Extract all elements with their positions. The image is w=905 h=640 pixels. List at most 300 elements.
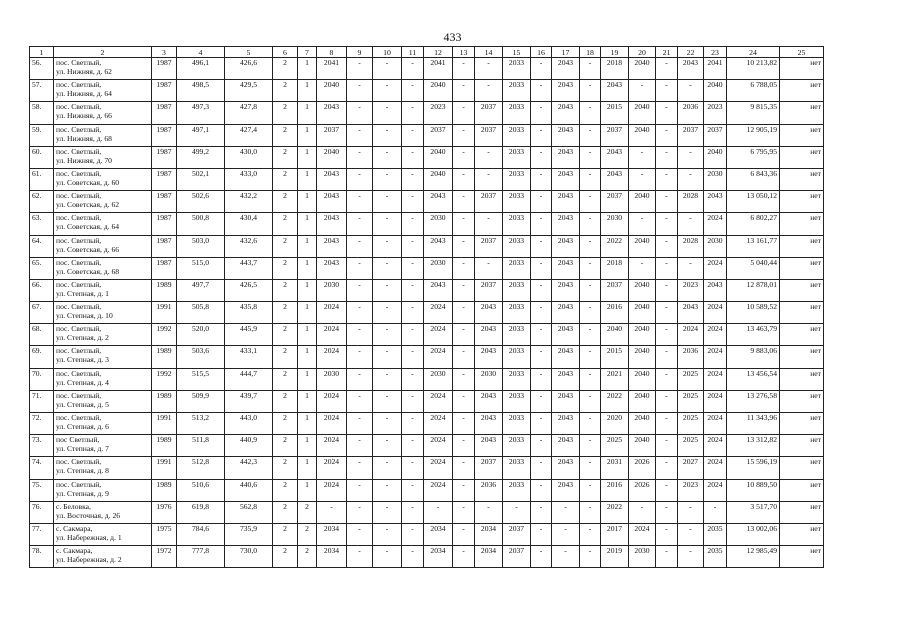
table-cell: 499,2 — [177, 146, 225, 168]
housing-data-table — [29, 46, 824, 568]
column-header-4: 4 — [177, 47, 225, 58]
table-cell: 2040 — [629, 435, 656, 457]
table-cell: 1989 — [152, 435, 177, 457]
table-cell: 2043 — [552, 413, 580, 435]
table-cell: - — [580, 390, 601, 412]
table-cell: 445,9 — [225, 324, 273, 346]
table-cell: 730,0 — [225, 546, 273, 568]
table-cell: 6 802,27 — [727, 213, 780, 235]
table-cell: - — [453, 102, 475, 124]
column-header-15: 15 — [503, 47, 531, 58]
table-cell: - — [347, 80, 373, 102]
table-cell: - — [453, 213, 475, 235]
table-cell: нет — [780, 501, 824, 523]
table-cell: - — [402, 279, 424, 301]
table-cell: 1987 — [152, 168, 177, 190]
address-settlement: с. Беловка, — [56, 501, 91, 511]
table-cell: 2033 — [503, 102, 531, 124]
table-cell: - — [453, 346, 475, 368]
row-number-cell: 73. — [30, 435, 54, 457]
table-cell: 2024 — [704, 213, 727, 235]
table-cell: 2043 — [552, 80, 580, 102]
table-cell: - — [402, 501, 424, 523]
table-cell: 429,5 — [225, 80, 273, 102]
table-cell: 1987 — [152, 213, 177, 235]
table-cell: 427,8 — [225, 102, 273, 124]
row-number-cell: 66. — [30, 279, 54, 301]
table-cell: 1 — [298, 257, 317, 279]
table-cell: - — [552, 501, 580, 523]
table-row — [30, 213, 824, 235]
table-cell: - — [402, 479, 424, 501]
table-cell: - — [531, 523, 552, 545]
table-cell: - — [704, 501, 727, 523]
table-cell: 2034 — [475, 523, 503, 545]
table-cell: - — [453, 523, 475, 545]
table-cell: 10 889,50 — [727, 479, 780, 501]
table-cell: 2043 — [678, 58, 704, 80]
table-cell: - — [373, 501, 402, 523]
table-cell: 2030 — [317, 279, 347, 301]
table-cell: 2 — [273, 168, 298, 190]
table-cell: нет — [780, 124, 824, 146]
table-row — [30, 546, 824, 568]
table-cell: - — [453, 146, 475, 168]
address-street: ул. Степная, д. 2 — [56, 333, 109, 343]
table-cell: - — [656, 457, 678, 479]
table-cell: - — [453, 58, 475, 80]
table-cell: - — [678, 168, 704, 190]
page-number: 433 — [443, 30, 462, 44]
table-cell: 619,8 — [177, 501, 225, 523]
table-cell: 2024 — [704, 302, 727, 324]
address-cell — [54, 501, 152, 523]
table-cell: 2040 — [317, 80, 347, 102]
table-cell: - — [402, 257, 424, 279]
table-cell: 2036 — [475, 479, 503, 501]
table-cell: 2033 — [503, 168, 531, 190]
row-number-cell: 74. — [30, 457, 54, 479]
table-cell: 2037 — [424, 124, 453, 146]
table-cell: 2022 — [601, 501, 629, 523]
table-cell: - — [347, 324, 373, 346]
table-cell: 2033 — [503, 479, 531, 501]
address-street: ул. Нижняя, д. 64 — [56, 89, 112, 99]
address-settlement: пос. Светлый, — [56, 368, 102, 378]
address-cell — [54, 390, 152, 412]
table-cell: - — [531, 413, 552, 435]
table-cell: 2043 — [424, 191, 453, 213]
table-cell: 2025 — [678, 368, 704, 390]
table-cell: - — [347, 213, 373, 235]
table-row — [30, 257, 824, 279]
row-number-cell: 71. — [30, 390, 54, 412]
address-street: ул. Набережная, д. 1 — [56, 532, 122, 542]
table-cell: - — [347, 390, 373, 412]
table-cell: - — [580, 80, 601, 102]
table-cell: - — [402, 213, 424, 235]
table-cell: 2017 — [601, 523, 629, 545]
table-cell: 2041 — [424, 58, 453, 80]
table-cell: - — [580, 346, 601, 368]
table-cell: - — [475, 58, 503, 80]
table-cell: 1992 — [152, 368, 177, 390]
address-settlement: пос. Светлый, — [56, 302, 102, 312]
address-cell — [54, 346, 152, 368]
table-cell: - — [531, 368, 552, 390]
row-number-cell: 60. — [30, 146, 54, 168]
table-cell: 1989 — [152, 346, 177, 368]
table-cell: - — [656, 191, 678, 213]
table-cell: - — [475, 146, 503, 168]
table-cell: 1 — [298, 413, 317, 435]
table-row — [30, 368, 824, 390]
table-cell: 2033 — [503, 302, 531, 324]
address-cell — [54, 191, 152, 213]
table-cell: 2 — [273, 501, 298, 523]
table-cell: 13 456,54 — [727, 368, 780, 390]
table-cell: - — [656, 390, 678, 412]
table-cell: 2024 — [629, 523, 656, 545]
table-cell: - — [580, 102, 601, 124]
table-cell: нет — [780, 146, 824, 168]
table-cell: - — [629, 501, 656, 523]
table-row — [30, 501, 824, 523]
table-cell: - — [531, 302, 552, 324]
column-header-6: 6 — [273, 47, 298, 58]
table-cell: 2034 — [317, 546, 347, 568]
table-cell: - — [373, 257, 402, 279]
table-cell: 1 — [298, 346, 317, 368]
address-street: ул. Советская, д. 66 — [56, 244, 120, 254]
table-cell: - — [580, 235, 601, 257]
table-cell: 2033 — [503, 257, 531, 279]
table-cell: 2037 — [601, 191, 629, 213]
address-street: ул. Нижняя, д. 68 — [56, 133, 112, 143]
table-cell: - — [347, 546, 373, 568]
table-cell: - — [552, 523, 580, 545]
address-cell — [54, 80, 152, 102]
table-cell: 427,4 — [225, 124, 273, 146]
table-cell: 2024 — [704, 257, 727, 279]
table-cell: - — [347, 235, 373, 257]
table-cell: - — [475, 213, 503, 235]
table-cell: 2024 — [317, 479, 347, 501]
table-cell: - — [629, 146, 656, 168]
table-cell: - — [580, 124, 601, 146]
table-cell: 2043 — [552, 390, 580, 412]
table-cell: - — [531, 168, 552, 190]
table-cell: - — [531, 346, 552, 368]
address-cell — [54, 102, 152, 124]
table-cell: - — [402, 168, 424, 190]
table-cell: 1989 — [152, 279, 177, 301]
table-cell: 2034 — [475, 546, 503, 568]
address-cell — [54, 58, 152, 80]
table-cell: - — [580, 302, 601, 324]
table-cell: 2024 — [317, 324, 347, 346]
address-settlement: пос. Светлый, — [56, 80, 102, 90]
table-cell: 2024 — [424, 413, 453, 435]
table-cell: 2043 — [317, 257, 347, 279]
table-cell: 2034 — [424, 546, 453, 568]
table-cell: - — [531, 80, 552, 102]
table-cell: - — [453, 390, 475, 412]
table-cell: 1987 — [152, 102, 177, 124]
table-cell: 432,6 — [225, 235, 273, 257]
table-cell: 2033 — [503, 213, 531, 235]
table-row — [30, 80, 824, 102]
table-cell: 2 — [273, 413, 298, 435]
table-cell: - — [347, 146, 373, 168]
table-cell: 512,8 — [177, 457, 225, 479]
column-header-5: 5 — [225, 47, 273, 58]
table-row — [30, 457, 824, 479]
address-cell — [54, 523, 152, 545]
table-cell: - — [453, 279, 475, 301]
table-cell: - — [453, 168, 475, 190]
table-cell: - — [402, 368, 424, 390]
table-cell: 2037 — [704, 124, 727, 146]
table-cell: 2 — [298, 546, 317, 568]
table-cell: 2043 — [475, 324, 503, 346]
table-cell: 2037 — [475, 124, 503, 146]
table-cell: 440,6 — [225, 479, 273, 501]
table-cell: - — [402, 191, 424, 213]
table-cell: 2043 — [552, 479, 580, 501]
table-cell: - — [531, 324, 552, 346]
table-cell: 2043 — [678, 302, 704, 324]
table-cell: 2 — [273, 58, 298, 80]
table-row — [30, 102, 824, 124]
table-cell: 2 — [298, 501, 317, 523]
table-cell: 2040 — [424, 146, 453, 168]
table-cell: - — [678, 546, 704, 568]
table-cell: 2043 — [552, 257, 580, 279]
table-cell: 2023 — [704, 102, 727, 124]
table-cell: 2030 — [424, 213, 453, 235]
table-cell: 2043 — [552, 346, 580, 368]
table-cell: 2 — [298, 523, 317, 545]
table-cell: 2015 — [601, 102, 629, 124]
table-row — [30, 146, 824, 168]
table-cell: 2024 — [704, 346, 727, 368]
row-number-cell: 78. — [30, 546, 54, 568]
column-header-9: 9 — [347, 47, 373, 58]
table-cell: - — [531, 435, 552, 457]
table-cell: 3 517,70 — [727, 501, 780, 523]
table-cell: 2037 — [678, 124, 704, 146]
table-cell: 2023 — [424, 102, 453, 124]
address-settlement: пос. Светлый, — [56, 58, 102, 67]
table-cell: - — [678, 80, 704, 102]
table-cell: 2024 — [424, 390, 453, 412]
table-cell: 2043 — [704, 191, 727, 213]
table-cell: - — [678, 146, 704, 168]
table-cell: - — [656, 413, 678, 435]
table-cell: - — [373, 523, 402, 545]
table-cell: нет — [780, 390, 824, 412]
table-cell: 777,8 — [177, 546, 225, 568]
table-cell: 2018 — [601, 58, 629, 80]
table-cell: 2040 — [629, 368, 656, 390]
table-cell: - — [656, 324, 678, 346]
table-cell: - — [347, 368, 373, 390]
table-cell: 2030 — [424, 257, 453, 279]
table-cell: - — [453, 80, 475, 102]
table-cell: 1987 — [152, 257, 177, 279]
table-cell: 500,8 — [177, 213, 225, 235]
address-street: ул. Степная, д. 10 — [56, 311, 113, 321]
table-cell: 6 843,36 — [727, 168, 780, 190]
table-cell: 562,8 — [225, 501, 273, 523]
table-cell: 2033 — [503, 58, 531, 80]
address-street: ул. Степная, д. 7 — [56, 444, 109, 454]
table-cell: 2 — [273, 435, 298, 457]
table-cell: - — [678, 213, 704, 235]
table-cell: 2022 — [601, 390, 629, 412]
address-cell — [54, 279, 152, 301]
table-cell: 2033 — [503, 435, 531, 457]
table-cell: 2030 — [704, 235, 727, 257]
table-cell: 1 — [298, 102, 317, 124]
table-cell: - — [347, 435, 373, 457]
table-cell: 1 — [298, 390, 317, 412]
address-settlement: пос. Светлый, — [56, 168, 102, 178]
table-cell: 1 — [298, 435, 317, 457]
table-cell: 432,2 — [225, 191, 273, 213]
table-cell: 502,1 — [177, 168, 225, 190]
row-number-cell: 61. — [30, 168, 54, 190]
table-cell: 13 161,77 — [727, 235, 780, 257]
table-cell: 2043 — [552, 368, 580, 390]
table-cell: нет — [780, 213, 824, 235]
table-cell: 2041 — [704, 58, 727, 80]
table-cell: - — [656, 523, 678, 545]
row-number-cell: 72. — [30, 413, 54, 435]
table-cell: - — [629, 168, 656, 190]
table-cell: 2 — [273, 368, 298, 390]
table-cell: нет — [780, 346, 824, 368]
table-cell: 2024 — [704, 368, 727, 390]
column-header-11: 11 — [402, 47, 424, 58]
table-cell: - — [373, 191, 402, 213]
table-cell: 440,9 — [225, 435, 273, 457]
address-street: ул. Степная, д. 8 — [56, 466, 109, 476]
table-cell: - — [580, 479, 601, 501]
address-cell — [54, 324, 152, 346]
table-row — [30, 479, 824, 501]
table-cell: - — [453, 413, 475, 435]
table-cell: 2024 — [704, 457, 727, 479]
table-cell: 2043 — [552, 168, 580, 190]
table-cell: - — [656, 302, 678, 324]
table-cell: - — [580, 168, 601, 190]
table-cell: нет — [780, 168, 824, 190]
table-row — [30, 324, 824, 346]
table-cell: 496,1 — [177, 58, 225, 80]
table-cell: 2035 — [704, 546, 727, 568]
row-number-cell: 63. — [30, 213, 54, 235]
row-number-cell: 56. — [30, 58, 54, 80]
table-cell: - — [656, 479, 678, 501]
column-header-13: 13 — [453, 47, 475, 58]
table-cell: 1 — [298, 279, 317, 301]
address-cell — [54, 368, 152, 390]
table-cell: - — [580, 435, 601, 457]
table-cell: - — [347, 257, 373, 279]
table-cell: 2026 — [629, 457, 656, 479]
table-cell: 2043 — [552, 435, 580, 457]
table-cell: 2043 — [317, 235, 347, 257]
table-cell: 1 — [298, 368, 317, 390]
table-cell: - — [402, 80, 424, 102]
table-cell: - — [453, 368, 475, 390]
table-cell: - — [347, 413, 373, 435]
table-cell: 2024 — [704, 324, 727, 346]
row-number-cell: 64. — [30, 235, 54, 257]
table-cell: 2023 — [678, 279, 704, 301]
table-cell: - — [453, 324, 475, 346]
table-cell: - — [656, 168, 678, 190]
table-cell: 2024 — [424, 346, 453, 368]
table-cell: 1 — [298, 213, 317, 235]
address-street: ул. Советская, д. 62 — [56, 200, 120, 210]
table-cell: 2027 — [678, 457, 704, 479]
table-cell: - — [402, 235, 424, 257]
table-cell: 2043 — [475, 413, 503, 435]
table-cell: 502,6 — [177, 191, 225, 213]
table-cell: - — [402, 302, 424, 324]
table-cell: 2037 — [317, 124, 347, 146]
address-cell — [54, 257, 152, 279]
column-header-17: 17 — [552, 47, 580, 58]
address-street: ул. Степная, д. 1 — [56, 288, 109, 298]
table-cell: 13 463,79 — [727, 324, 780, 346]
address-cell — [54, 546, 152, 568]
table-cell: - — [373, 346, 402, 368]
table-cell: 2022 — [601, 235, 629, 257]
table-cell: 503,0 — [177, 235, 225, 257]
table-cell: - — [373, 124, 402, 146]
table-cell: 2041 — [317, 58, 347, 80]
table-cell: 2040 — [629, 413, 656, 435]
table-row — [30, 124, 824, 146]
table-cell: нет — [780, 302, 824, 324]
row-number-cell: 75. — [30, 479, 54, 501]
table-cell: 10 589,52 — [727, 302, 780, 324]
table-cell: 2025 — [678, 413, 704, 435]
table-cell: 1992 — [152, 324, 177, 346]
column-header-19: 19 — [601, 47, 629, 58]
row-number-cell: 58. — [30, 102, 54, 124]
table-body — [30, 58, 824, 568]
table-cell: 2040 — [629, 235, 656, 257]
column-header-1: 1 — [30, 47, 54, 58]
table-cell: - — [656, 58, 678, 80]
address-cell — [54, 146, 152, 168]
column-header-7: 7 — [298, 47, 317, 58]
column-header-25: 25 — [780, 47, 824, 58]
table-cell: - — [531, 124, 552, 146]
address-cell — [54, 213, 152, 235]
column-header-8: 8 — [317, 47, 347, 58]
table-cell: 1 — [298, 58, 317, 80]
table-cell: 510,6 — [177, 479, 225, 501]
table-cell: 2024 — [704, 479, 727, 501]
table-cell: 443,7 — [225, 257, 273, 279]
table-cell: - — [347, 102, 373, 124]
